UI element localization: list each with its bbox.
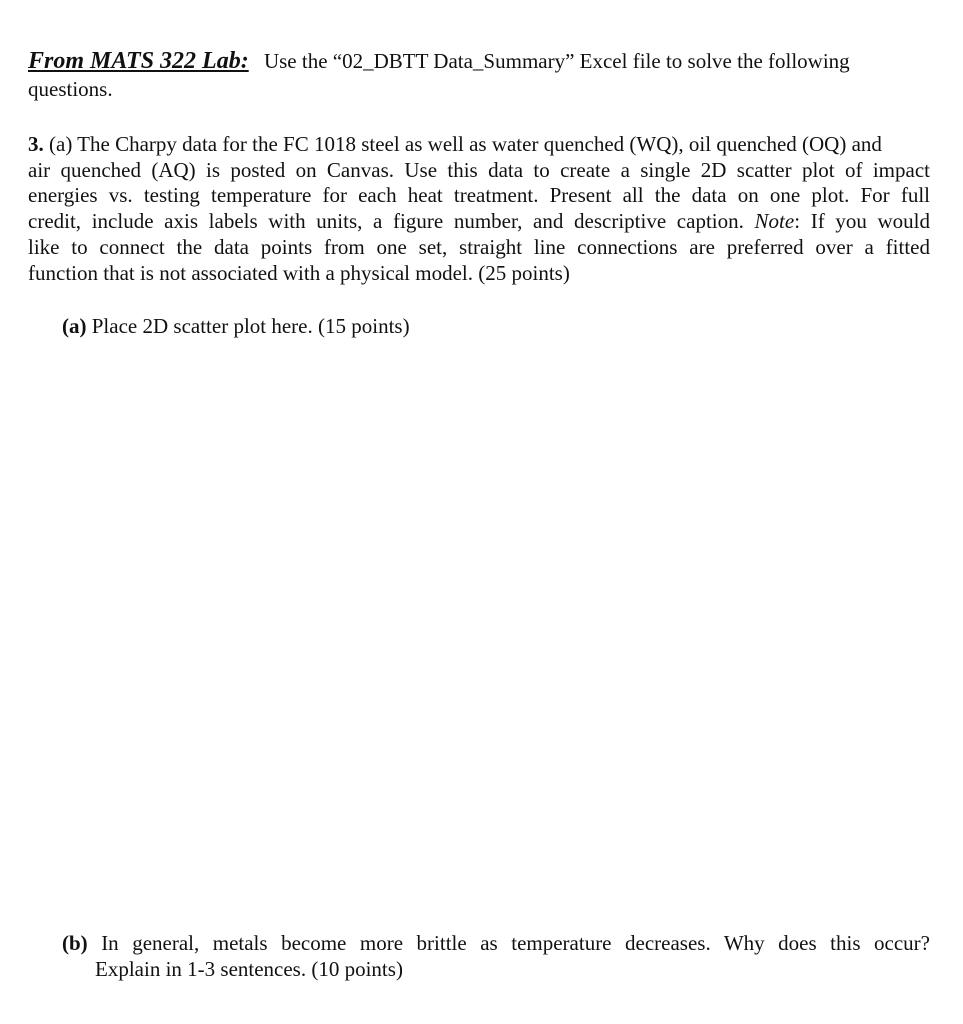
header-line-2: questions.	[28, 77, 113, 101]
plot-answer-area	[62, 350, 930, 910]
question-3-line-1	[28, 131, 930, 157]
lab-heading: From MATS 322 Lab:	[28, 48, 249, 74]
question-3-line-3: energies vs. testing temperature for each heat treatment. Present all the data on one plot. For full	[28, 183, 930, 207]
part-a-label: (a)	[62, 314, 87, 338]
part-b-label: (b)	[62, 931, 88, 955]
question-3-text-1: (a) The Charpy data for the FC 1018 steel as well as water quenched (WQ), oil quenched (OQ) and	[49, 132, 882, 156]
question-3-line-5: like to connect the data points from one set, straight line connections are preferred over a fitted	[28, 235, 930, 259]
part-b-line-2: Explain in 1-3 sentences. (10 points)	[95, 957, 403, 981]
header-instruction: Use the “02_DBTT Data_Summary” Excel file to solve the following	[263, 49, 850, 73]
question-3-line-6: function that is not associated with a physical model. (25 points)	[28, 261, 570, 285]
part-a-prompt	[62, 313, 410, 339]
part-a-text: Place 2D scatter plot here. (15 points)	[91, 314, 410, 338]
question-3-line-4: credit, include axis labels with units, a figure number, and descriptive caption. Note: If you would	[28, 209, 931, 233]
note-label: Note	[754, 209, 795, 233]
part-b-line-1	[62, 930, 930, 956]
question-number: 3.	[28, 132, 44, 156]
question-3-line-2: air quenched (AQ) is posted on Canvas. Use this data to create a single 2D scatter plot of impact	[28, 158, 930, 182]
header-line-1	[28, 48, 930, 74]
part-b-text-1: In general, metals become more brittle as temperature decreases. Why does this occur?	[101, 931, 930, 955]
